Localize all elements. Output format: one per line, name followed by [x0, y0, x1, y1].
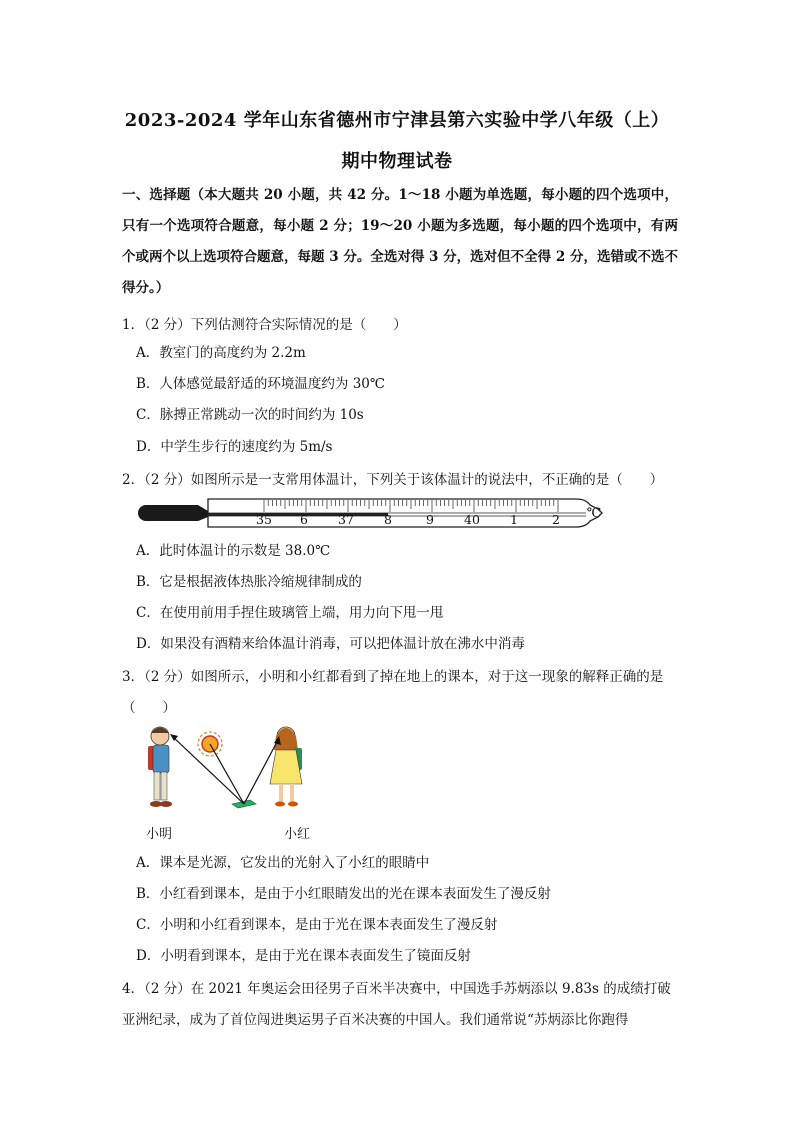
girl-figure — [270, 727, 302, 807]
boy-figure — [148, 727, 172, 807]
question-3-option-a: A．课本是光源，它发出的光射入了小红的眼睛中 — [136, 855, 430, 871]
question-1-option-b: B．人体感觉最舒适的环境温度约为 30℃ — [136, 376, 385, 392]
tick-label-38: 8 — [384, 512, 392, 527]
question-2-option-d: D．如果没有酒精来给体温计消毒，可以把体温计放在沸水中消毒 — [136, 636, 525, 652]
tick-label-37: 37 — [338, 512, 354, 527]
question-2-option-b: B．它是根据液体热胀冷缩规律制成的 — [136, 574, 362, 590]
reflection-scene-figure — [140, 722, 310, 822]
question-3-option-d: D．小明看到课本，是由于光在课本表面发生了镜面反射 — [136, 948, 471, 964]
tick-label-40: 40 — [464, 512, 480, 527]
mercury-column — [208, 513, 388, 516]
question-3-option-c: C．小明和小红看到课本，是由于光在课本表面发生了漫反射 — [136, 917, 498, 933]
thermometer-unit: ℃ — [586, 506, 602, 521]
question-1-option-c: C．脉搏正常跳动一次的时间约为 10s — [136, 407, 364, 423]
tick-label-41: 1 — [510, 512, 518, 527]
figure-label-xiaoming: 小明 — [146, 827, 173, 842]
question-1-option-d: D．中学生步行的速度约为 5m/s — [136, 439, 333, 455]
section-heading: 一、选择题（本大题共 20 小题，共 42 分。1～18 小题为单选题，每小题的四个选项中，只有一个选项符合题意，每小题 2 分；19～20 小题为多选题，每小题的四个选项中，有两个或两个以上选项符合题意，每题 3 分。全选对得 3 分，选对但不全得 2 分，选错或不选不得分。） — [122, 187, 678, 296]
question-4-stem: 4．（2 分）在 2021 年奥运会田径男子百米半决赛中，中国选手苏炳添以 9.83s 的成绩打破亚洲纪录，成为了首位闯进奥运男子百米决赛的中国人。我们通常说“苏炳添比你跑得 — [122, 981, 671, 1028]
question-2-option-c: C．在使用前用手捏住玻璃管上端，用力向下甩一甩 — [136, 605, 444, 621]
question-3-option-b: B．小红看到课本，是由于小红眼睛发出的光在课本表面发生了漫反射 — [136, 886, 551, 902]
scale-labels — [256, 506, 601, 527]
exam-title-line1: 2023-2024 学年山东省德州市宁津县第六实验中学八年级（上） — [124, 110, 670, 131]
question-1-option-a: A．教室门的高度约为 2.2m — [136, 345, 306, 361]
exam-title-line2: 期中物理试卷 — [341, 151, 453, 172]
tick-label-42: 2 — [552, 512, 560, 527]
light-rays — [172, 736, 278, 804]
tick-label-35: 35 — [256, 512, 272, 527]
scale-ticks — [264, 500, 558, 512]
question-2-option-a: A．此时体温计的示数是 38.0℃ — [136, 543, 331, 559]
tick-label-39: 9 — [426, 512, 434, 527]
question-2-stem: 2．（2 分）如图所示是一支常用体温计，下列关于该体温计的说法中，不正确的是（ ） — [122, 472, 664, 488]
question-1-stem: 1．（2 分）下列估测符合实际情况的是（ ） — [122, 317, 407, 333]
tick-label-36: 6 — [300, 512, 308, 527]
thermometer-bulb — [138, 505, 208, 521]
figure-label-xiaohong: 小红 — [284, 827, 311, 842]
question-3-stem: 3．（2 分）如图所示，小明和小红都看到了掉在地上的课本，对于这一现象的解释正确的是（ ） — [122, 669, 664, 716]
thermometer-figure — [136, 493, 606, 533]
